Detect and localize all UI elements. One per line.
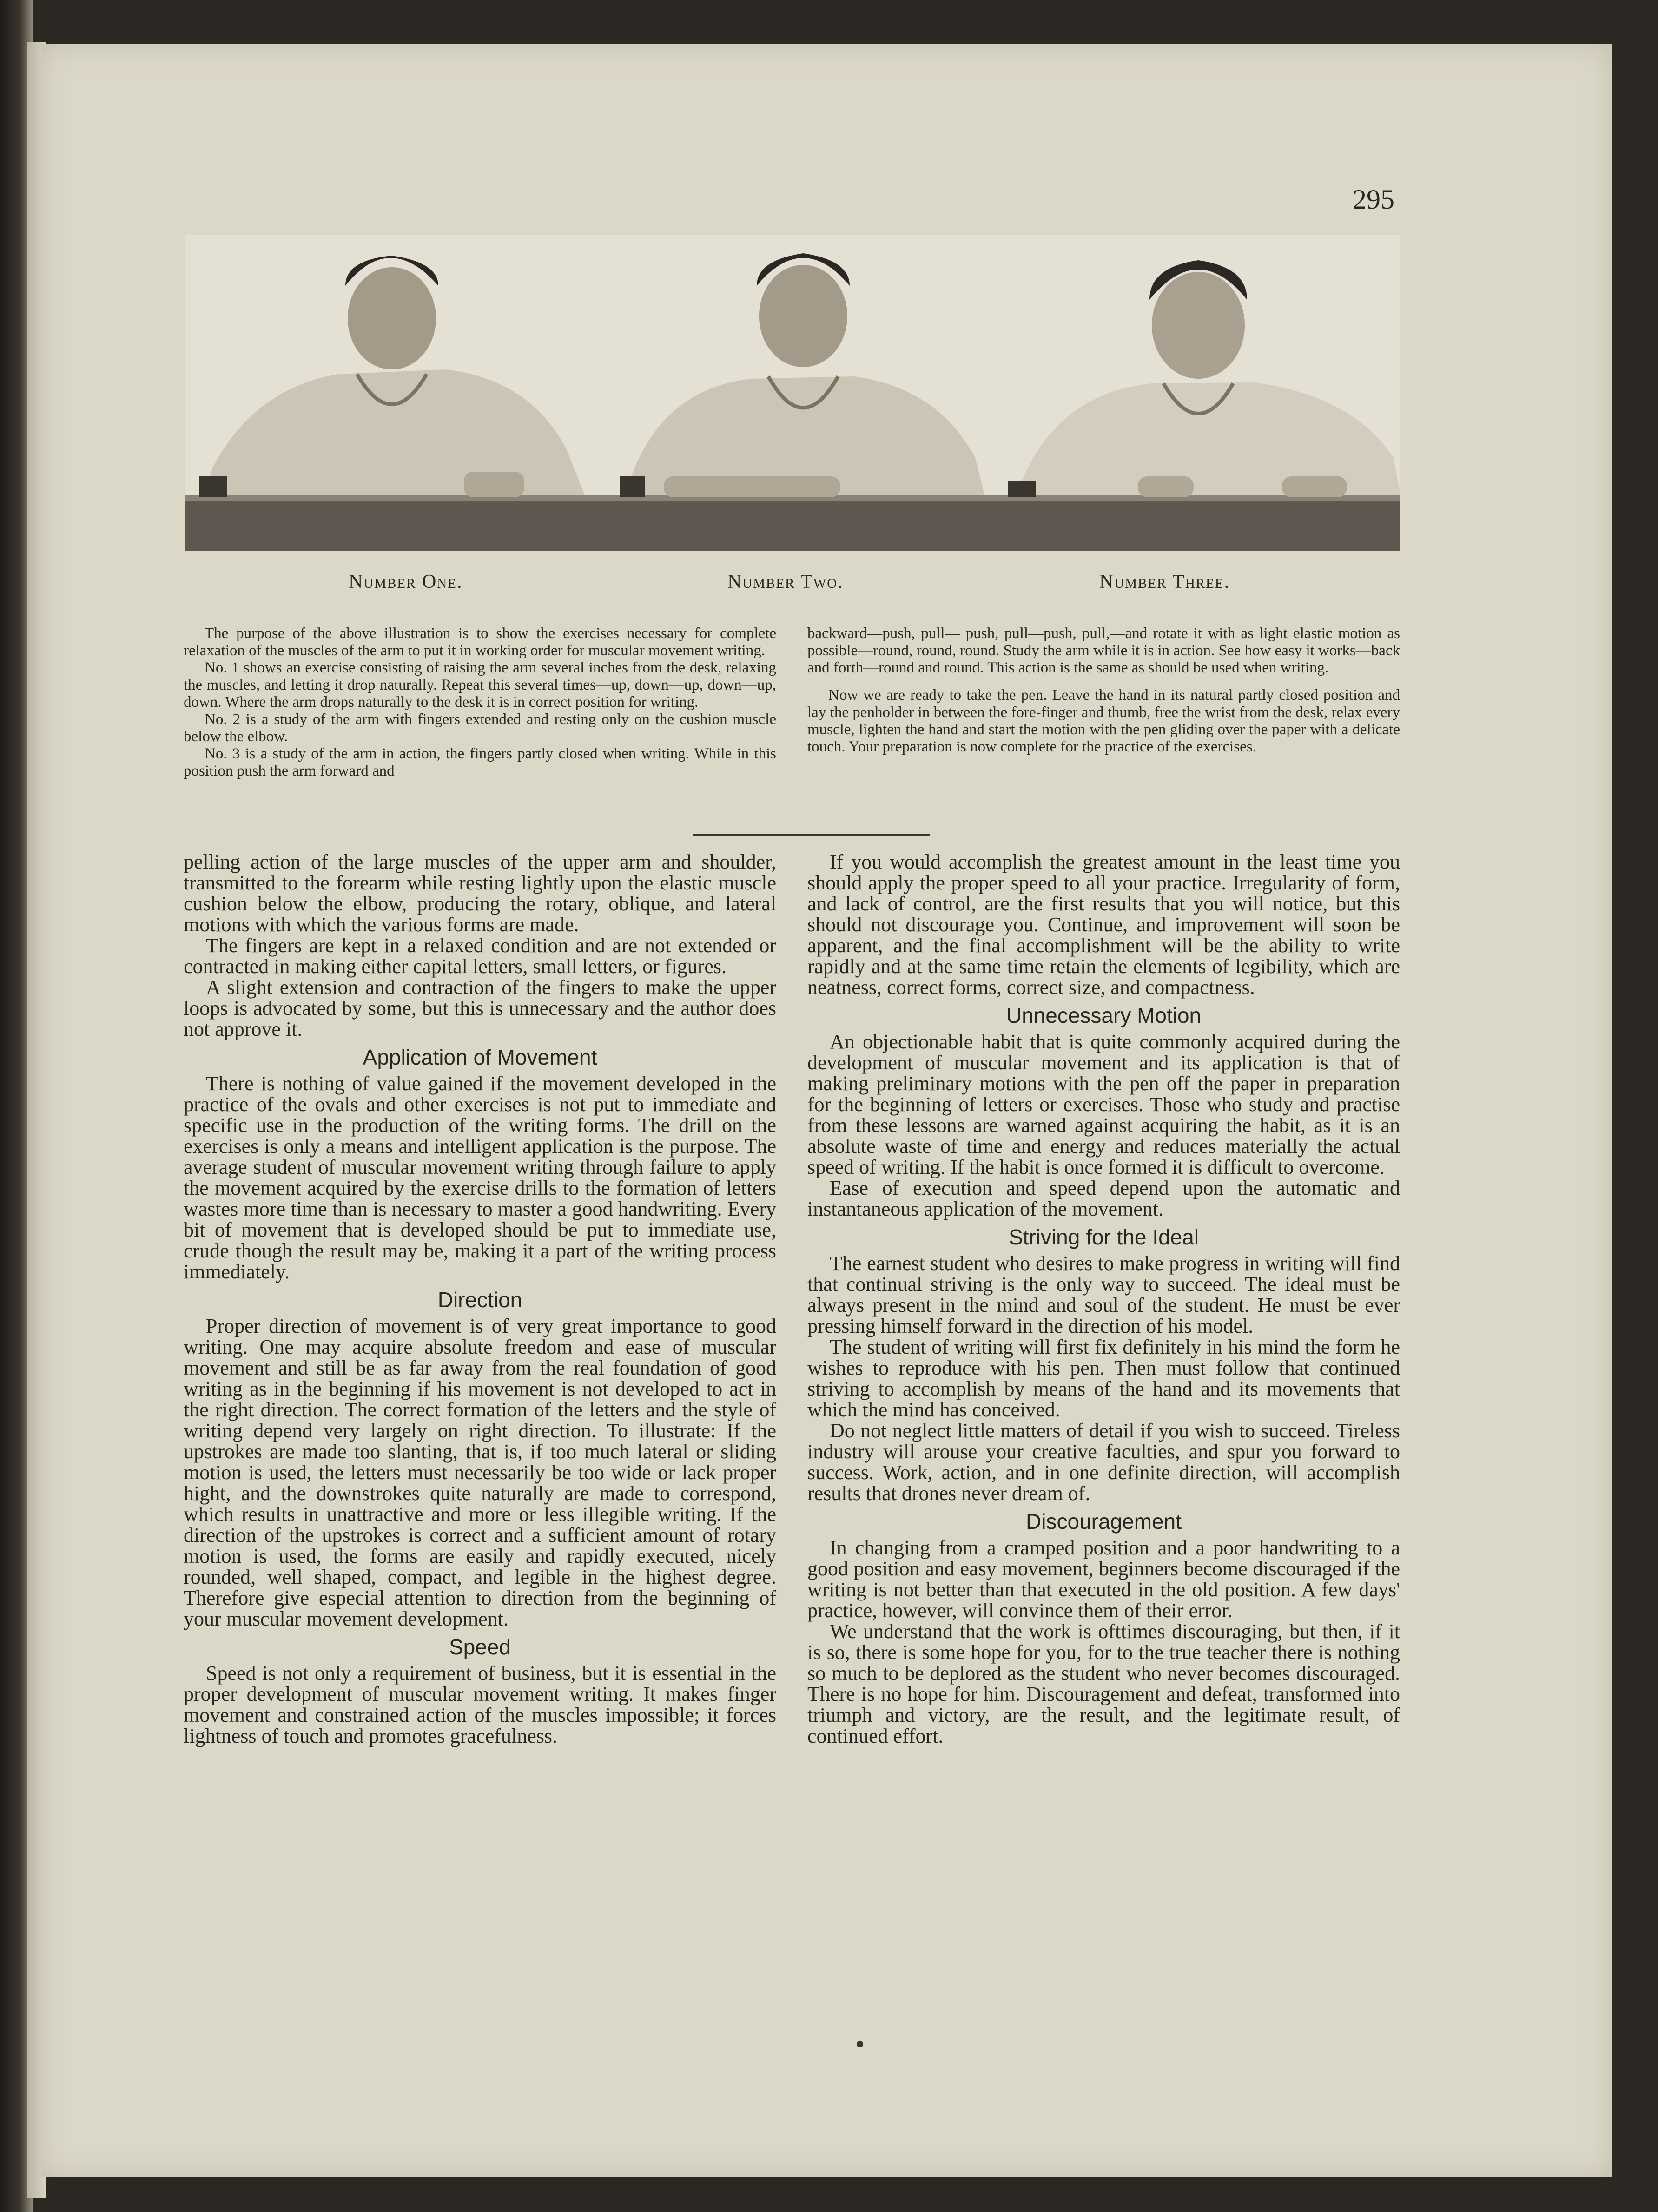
note-paragraph: backward—push, pull— push, pull—push, pull,—and rotate it with as light elastic motion as possible—round, round, round. Study the arm while it is in action. See how easy it works—back and forth—round and round. This action is the same as should be used when writing. [807, 625, 1400, 676]
body-paragraph: pelling action of the large muscles of the upper arm and shoulder, transmitted to the forearm while resting lightly upon the elastic muscle cushion below the elbow, producing the rotary, oblique, and lateral motions with which the various forms are made. [184, 850, 776, 936]
page-number: 295 [1353, 184, 1394, 215]
caption-number-two: Number Two. [727, 571, 844, 592]
illustration-photo [185, 235, 1400, 551]
left-text-column [184, 851, 776, 1746]
page-mark-dot [857, 2041, 863, 2047]
right-text-column [807, 851, 1400, 1746]
body-paragraph: If you would accomplish the greatest amount in the least time you should apply the proper speed to all your practice. Irregularity of form, and lack of control, are the first results that you will notice, but this should not discourage you. Continue, and improvement will soon be apparent, and the final accomplishment will be the ability to write rapidly and at the same time retain the elements of legibility, which are neatness, correct forms, correct size, and compactness. [807, 850, 1400, 999]
section-heading: Discouragement [1026, 1509, 1182, 1534]
body-paragraph: There is nothing of value gained if the movement developed in the practice of the ovals and other exercises is not put to immediate and specific use in the production of the writing forms. The drill on the exercises is only a means and intelligent application is the purpose. The average student of muscular movement writing through failure to apply the movement acquired by the exercise drills to the formation of letters wastes more time than is necessary to master a good handwriting. Every bit of movement that is developed should be put to immediate use, crude though the result may be, making it a part of the writing process immediately. [184, 1072, 776, 1283]
three-students-photo [185, 235, 1400, 551]
body-paragraph: A slight extension and contraction of the fingers to make the upper loops is advocated by some, but this is unnecessary and the author does not approve it. [184, 976, 776, 1040]
body-paragraph: Do not neglect little matters of detail if you wish to succeed. Tireless industry will arouse your creative faculties, and spur you forward to success. Work, action, and in one definite direction, will accomplish results that drones never dream of. [807, 1419, 1400, 1505]
body-paragraph: The student of writing will first fix definitely in his mind the form he wishes to reproduce with his pen. Then must follow that continued striving to accomplish by means of the hand and its movements that which the mind has conceived. [807, 1336, 1400, 1421]
caption-number-three: Number Three. [1099, 571, 1230, 592]
caption-number-one: Number One. [349, 571, 463, 592]
body-paragraph: An objectionable habit that is quite commonly acquired during the development of muscular movement and its application is that of making preliminary motions with the pen off the paper in preparation for the beginning of letters or exercises. Those who study and practise from these lessons are warned against acquiring the habit, as it is an absolute waste of time and energy and reduces materially the actual speed of writing. If the habit is once formed it is difficult to overcome. [807, 1030, 1400, 1178]
note-paragraph: No. 2 is a study of the arm with fingers extended and resting only on the cushion muscle below the elbow. [184, 711, 776, 745]
body-paragraph: Speed is not only a requirement of business, but it is essential in the proper development of muscular movement writing. It makes finger movement and constrained action of the muscles impossible; it forces lightness of touch and promotes gracefulness. [184, 1662, 776, 1747]
note-paragraph: The purpose of the above illustration is to show the exercises necessary for complete relaxation of the muscles of the arm to put it in working order for muscular movement writing. [184, 625, 776, 659]
body-paragraph: The earnest student who desires to make progress in writing will find that continual striving is the only way to succeed. The ideal must be always present in the mind and soul of the student. He must be ever pressing himself forward in the direction of his model. [807, 1252, 1400, 1337]
body-paragraph: In changing from a cramped position and a poor handwriting to a good position and easy movement, beginners become discouraged if the writing is not better than that executed in the old position. A few days' practice, however, will convince them of their error. [807, 1536, 1400, 1622]
section-heading: Application of Movement [363, 1045, 597, 1069]
body-paragraph: We understand that the work is ofttimes discouraging, but then, if it is so, there is some hope for you, for to the true teacher there is nothing so much to be deplored as the student who never becomes discouraged. There is no hope for him. Discouragement and defeat, transformed into triumph and victory, are the result, and the legitimate result, of continued effort. [807, 1620, 1400, 1747]
section-heading: Direction [437, 1288, 522, 1312]
section-heading: Unnecessary Motion [1006, 1003, 1202, 1027]
section-heading: Speed [449, 1635, 511, 1659]
note-paragraph: No. 1 shows an exercise consisting of raising the arm several inches from the desk, relaxing the muscles, and letting it drop naturally. Repeat this several times—up, down—up, down—up, down. Where the arm drops naturally to the desk it is in correct position for writing. [184, 659, 776, 711]
note-paragraph: No. 3 is a study of the arm in action, the fingers partly closed when writing. While in this position push the arm forward and [184, 745, 776, 779]
illustration-note-left [184, 625, 776, 780]
section-divider [693, 834, 930, 836]
body-paragraph: Proper direction of movement is of very great importance to good writing. One may acquire absolute freedom and ease of muscular movement and still be as far away from the real foundation of good writing as in the beginning if his movement is not developed to act in the right direction. The correct formation of the letters and the style of writing depend very largely on right direction. To illustrate: If the upstrokes are made too slanting, that is, if too much lateral or sliding motion is used, the letters must necessarily be too wide or lack proper hight, and the downstrokes quite naturally are made to correspond, which results in unattractive and more or less illegible writing. If the direction of the upstrokes is correct and a sufficient amount of rotary motion is used, the forms are easily and rapidly executed, nicely rounded, well shaped, compact, and legible in the highest degree. Therefore give especial attention to direction from the beginning of your muscular movement development. [184, 1315, 776, 1630]
body-paragraph: Ease of execution and speed depend upon the automatic and instantaneous application of the movement. [807, 1177, 1400, 1220]
section-heading: Striving for the Ideal [1008, 1225, 1199, 1249]
body-paragraph: The fingers are kept in a relaxed condition and are not extended or contracted in making either capital letters, small letters, or figures. [184, 934, 776, 978]
illustration-note-right [807, 625, 1400, 756]
note-paragraph: Now we are ready to take the pen. Leave the hand in its natural partly closed position and lay the penholder in between the fore-finger and thumb, free the wrist from the desk, relax every muscle, lighten the hand and start the motion with the pen gliding over the paper with a delicate touch. Your preparation is now complete for the practice of the exercises. [807, 687, 1400, 755]
